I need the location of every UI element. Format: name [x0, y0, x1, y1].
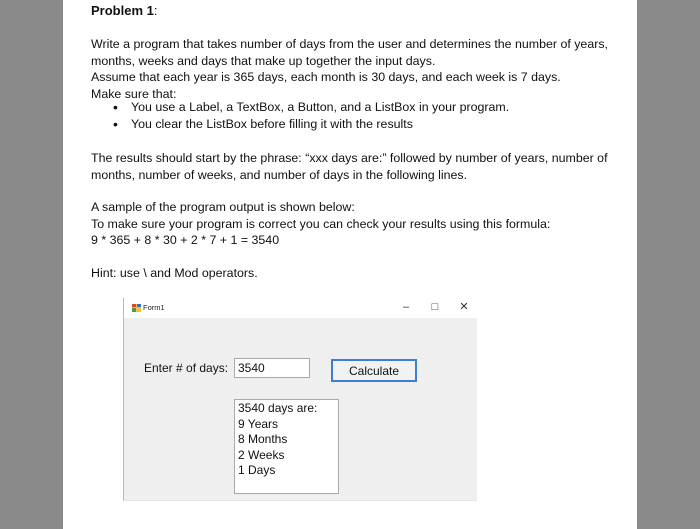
- intro-line: months, weeks and days that make up together the input days.: [91, 53, 436, 68]
- intro-line: Make sure that:: [91, 86, 177, 101]
- form-app-icon: [132, 304, 141, 312]
- document-page: [63, 0, 637, 529]
- maximize-icon[interactable]: □: [431, 301, 439, 313]
- minimize-icon[interactable]: –: [402, 301, 410, 313]
- results-listbox[interactable]: [234, 399, 339, 494]
- problem-title-colon: :: [153, 3, 158, 18]
- listbox-item[interactable]: 8 Months: [238, 432, 288, 446]
- listbox-item[interactable]: 2 Weeks: [238, 447, 285, 462]
- results-line: months, number of weeks, and number of days in the following lines.: [91, 167, 468, 182]
- calculate-button[interactable]: Calculate: [331, 359, 417, 382]
- requirements-list: [91, 99, 621, 132]
- requirement-item: • You clear the ListBox before filling it with the results: [91, 116, 621, 133]
- form-title: Form1: [143, 303, 165, 312]
- hint-line: Hint: use \ and Mod operators.: [91, 266, 258, 280]
- sample-paragraph: [91, 199, 621, 249]
- listbox-item[interactable]: 9 Years: [238, 416, 279, 431]
- days-input[interactable]: 3540: [234, 358, 310, 378]
- listbox-item[interactable]: 1 Days: [238, 463, 276, 477]
- sample-line: A sample of the program output is shown below:: [91, 200, 355, 214]
- results-paragraph: [91, 150, 621, 183]
- listbox-item[interactable]: 3540 days are:: [238, 401, 318, 415]
- form-titlebar[interactable]: [124, 298, 477, 318]
- days-label: Enter # of days:: [144, 361, 229, 375]
- intro-line: Assume that each year is 365 days, each month is 30 days, and each week is 7 days.: [91, 70, 561, 84]
- close-icon[interactable]: ✕: [459, 301, 469, 313]
- intro-line: Write a program that takes number of days from the user and determines the number of years,: [91, 37, 608, 51]
- problem-title: [91, 3, 157, 18]
- results-line: The results should start by the phrase: “xxx days are:” followed by number of years, number of: [91, 151, 608, 165]
- sample-form-window: [123, 298, 477, 501]
- formula-line: 9 * 365 + 8 * 30 + 2 * 7 + 1 = 3540: [91, 233, 280, 247]
- sample-line: To make sure your program is correct you can check your results using this formula:: [91, 216, 551, 231]
- problem-title-bold: Problem 1: [91, 3, 154, 18]
- requirement-item: • You use a Label, a TextBox, a Button, and a ListBox in your program.: [91, 99, 621, 116]
- intro-paragraph: [91, 36, 621, 102]
